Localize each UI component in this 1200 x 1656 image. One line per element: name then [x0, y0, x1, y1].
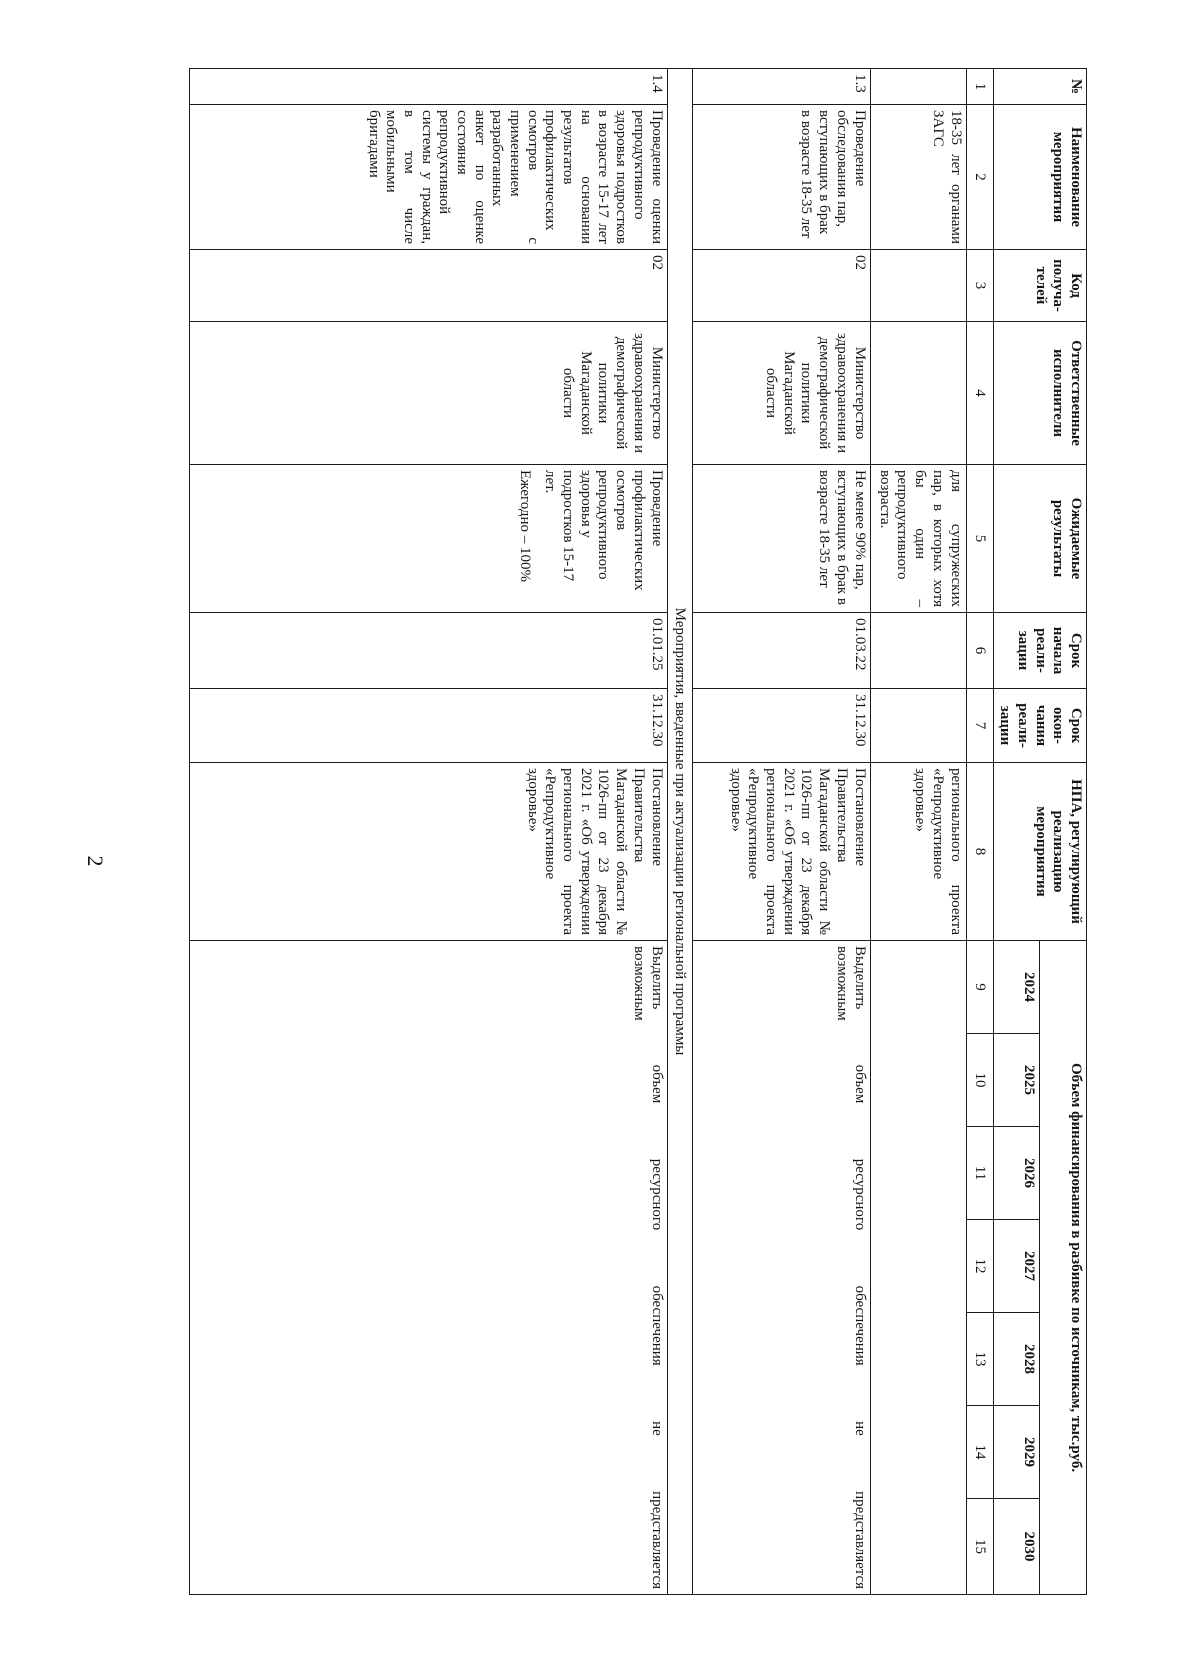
header-year: 2024	[993, 941, 1040, 1034]
cell-executors: Министерство здравоохранения и демографической политики Магаданской области	[692, 322, 870, 465]
results-text: Проведение профилактических осмотров репродуктивного здоровья у подростков 15-17 лет.	[542, 470, 665, 591]
column-number: 3	[966, 250, 993, 322]
financing-note-tail: возможным	[630, 946, 647, 1021]
cell-no: 1.4	[190, 69, 668, 105]
column-number: 7	[966, 689, 993, 763]
financing-note-word: Выделить	[851, 946, 868, 1010]
cell-financing	[870, 941, 966, 1595]
rotated-table-container	[189, 68, 1087, 1594]
cell-name: 18-35 лет органами ЗАГС	[870, 105, 966, 250]
financing-note-line	[850, 946, 868, 1589]
section-row	[667, 69, 692, 1595]
financing-note-word: объем	[648, 1064, 665, 1104]
cell-results	[190, 465, 668, 613]
cell-npa: регионального проекта «Репродуктивное здоровье»	[870, 763, 966, 941]
financing-note-word: обеспечения	[648, 1285, 665, 1366]
column-number: 10	[966, 1034, 993, 1127]
cell-financing	[190, 941, 668, 1595]
column-number-row	[966, 69, 993, 1595]
column-number: 15	[966, 1499, 993, 1595]
financing-note-word: не	[648, 1421, 665, 1436]
column-number: 11	[966, 1127, 993, 1220]
header-npa: НПА, регулирующий реализацию мероприятия	[993, 763, 1086, 941]
header-end: Срок окон-чания реали-зации	[993, 689, 1086, 763]
financing-note-word: Выделить	[648, 946, 665, 1010]
cell-end: 31.12.30	[190, 689, 668, 763]
header-year: 2030	[993, 1499, 1040, 1595]
table-row-continuation	[870, 69, 966, 1595]
cell-npa: Постановление Правительства Магаданской области № 1026-пп от 23 декабря 2021 г. «Об утверждении регионального проекта «Репродуктивное здоровье»	[190, 763, 668, 941]
financing-note-word: ресурсного	[851, 1158, 868, 1231]
page-number: 2	[83, 855, 108, 867]
table-row-1-4	[190, 69, 668, 1595]
financing-note-word: представляется	[851, 1491, 868, 1590]
header-year: 2026	[993, 1127, 1040, 1220]
financing-note-word: ресурсного	[648, 1158, 665, 1231]
cell-name: Проведение обследования пар, вступающих в брак в возрасте 18-35 лет	[692, 105, 870, 250]
cell-code: 02	[692, 250, 870, 322]
column-number: 4	[966, 322, 993, 465]
results-text: Ежегодно – 100%	[516, 470, 533, 582]
cell-executors: Министерство здравоохранения и демографической политики Магаданской области	[190, 322, 668, 465]
column-number: 1	[966, 69, 993, 105]
cell-code	[870, 250, 966, 322]
header-start: Срок начала реали-зации	[993, 613, 1086, 689]
cell-results: для супружеских пар, в которых хотя бы один – репродуктивного возраста.	[870, 465, 966, 613]
cell-executors	[870, 322, 966, 465]
financing-note-line	[647, 946, 665, 1589]
cell-results: Не менее 90% пар, вступающих в брак в возрасте 18-35 лет	[692, 465, 870, 613]
cell-financing	[692, 941, 870, 1595]
cell-name: Проведение оценки репродуктивного здоровья подростков в возрасте 15-17 лет на основании результатов профилактических осмотров с применением разработанных анкет по оценке состояния репродуктивной системы у граждан, в том числе мобильными бригадами	[190, 105, 668, 250]
financing-note-word: обеспечения	[851, 1285, 868, 1366]
column-number: 14	[966, 1406, 993, 1499]
cell-no: 1.3	[692, 69, 870, 105]
column-number: 6	[966, 613, 993, 689]
header-results: Ожидаемые результаты	[993, 465, 1086, 613]
cell-end	[870, 689, 966, 763]
column-number: 13	[966, 1313, 993, 1406]
financing-note-word: не	[851, 1421, 868, 1436]
financing-note-word: представляется	[648, 1491, 665, 1590]
header-financing: Объем финансирования в разбивке по источникам, тыс.руб.	[1040, 941, 1087, 1595]
financing-note-tail: возможным	[833, 946, 850, 1021]
cell-start: 01.01.25	[190, 613, 668, 689]
header-year: 2028	[993, 1313, 1040, 1406]
section-title: Мероприятия, введенные при актуализации региональной программы	[667, 69, 692, 1595]
header-no: №	[993, 69, 1086, 105]
cell-start	[870, 613, 966, 689]
header-name: Наименование мероприятия	[993, 105, 1086, 250]
financing-note-word: объем	[851, 1064, 868, 1104]
cell-start: 01.03.22	[692, 613, 870, 689]
cell-code: 02	[190, 250, 668, 322]
cell-npa: Постановление Правительства Магаданской области № 1026-пп от 23 декабря 2021 г. «Об утверждении регионального проекта «Репродуктивное здоровье»	[692, 763, 870, 941]
header-year: 2029	[993, 1406, 1040, 1499]
cell-end: 31.12.30	[692, 689, 870, 763]
header-year: 2025	[993, 1034, 1040, 1127]
program-activities-table	[189, 68, 1087, 1595]
column-number: 5	[966, 465, 993, 613]
header-executors: Ответственные исполнители	[993, 322, 1086, 465]
column-number: 12	[966, 1220, 993, 1313]
column-number: 9	[966, 941, 993, 1034]
header-code: Код получа-телей	[993, 250, 1086, 322]
column-number: 8	[966, 763, 993, 941]
table-row-1-3	[692, 69, 870, 1595]
column-number: 2	[966, 105, 993, 250]
header-year: 2027	[993, 1220, 1040, 1313]
cell-no	[870, 69, 966, 105]
